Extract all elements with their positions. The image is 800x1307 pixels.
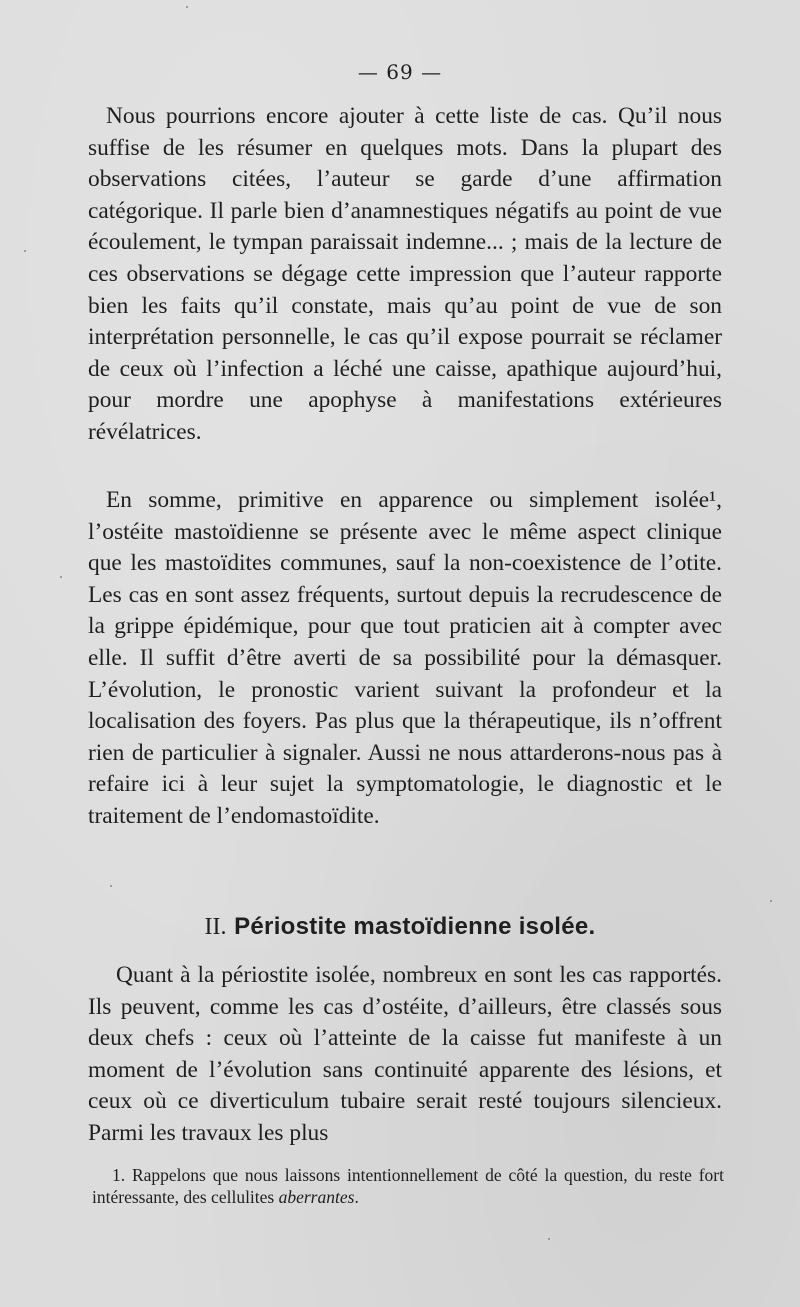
page-number: — 69 — [357,60,443,84]
paper-speck [110,885,112,887]
paragraph-2: En somme, primitive en apparence ou simplement isolée¹, l’ostéite mastoïdienne se présente avec le même aspect clinique que les mastoïdites communes, sauf la non-coexistence de l’otite. Les cas en sont assez fréquents, surtout depuis la recrudescence de la grippe épidémique, pour que tout praticien ait à compter avec elle. Il suffit d’être averti de sa possibilité pour la démasquer. L’évolution, le pronostic varient suivant la profondeur et la localisation des foyers. Pas plus que la thérapeutique, ils n’offrent rien de particulier à signaler. Aussi ne nous attarderons-nous pas à refaire ici à leur sujet la symptomatologie, le diagnostic et le traitement de l’endomastoïdite. [88,487,722,829]
paragraph-1: Nous pourrions encore ajouter à cette liste de cas. Qu’il nous suffise de les résumer en quelques mots. Dans la plupart des observations citées, l’auteur se garde d’une affirmation catégorique. Il parle bien d’anamnestiques négatifs au point de vue écoulement, le tympan paraissait indemne... ; mais de la lecture de ces observations se dégage cette impression que l’auteur rapporte bien les faits qu’il constate, mais qu’au point de vue de son interprétation personnelle, le cas qu’il expose pourrait se réclamer de ceux où l’infection a léché une caisse, apathique aujourd’hui, pour mordre une apophyse à manifestations extérieures révélatrices. [88,103,722,445]
footnote-end: . [354,1187,359,1207]
footnote-text: 1. Rappelons que nous laissons intentionnellement de côté la question, du reste fort intéressante, des cellulites [92,1165,724,1207]
paper-speck [60,576,62,578]
paper-speck [770,900,772,902]
section-heading [0,912,800,941]
section-title: Périostite mastoïdienne isolée. [234,913,596,940]
section-number: II. [204,914,227,940]
paragraph-3: Quant à la périostite isolée, nombreux en sont les cas rapportés. Ils peuvent, comme les cas d’ostéite, d’ailleurs, être classés sous deux chefs : ceux où l’atteinte de la caisse fut manifeste à un moment de l’évolution sans continuité apparente des lésions, et ceux où ce diverticulum tubaire serait resté toujours silencieux. Parmi les travaux les plus [88,962,722,1146]
paper-speck [186,6,188,8]
paper-speck [548,1238,550,1240]
footnote [92,1164,724,1208]
paper-speck [24,250,26,252]
footnote-emphasis: aberrantes [278,1187,355,1207]
